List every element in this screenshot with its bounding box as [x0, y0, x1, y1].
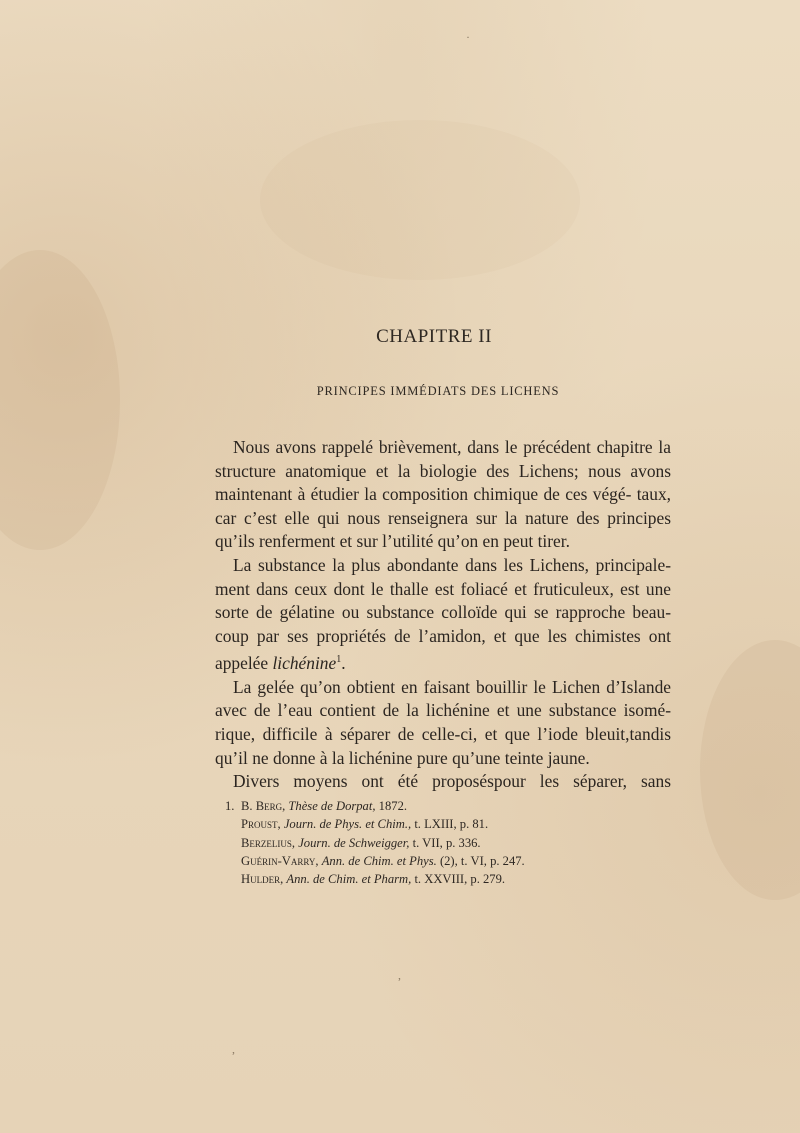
footnote-ref-detail: 1872. [378, 799, 408, 813]
footnote-title: Ann. de Chim. et Pharm, [286, 872, 412, 887]
paragraph [215, 554, 671, 676]
chapter-subtitle: PRINCIPES IMMÉDIATS DES LICHENS [316, 384, 560, 398]
paragraph: Nous avons rappelé brièvement, dans le précédent chapitre la structure anatomique et la biologie des Lichens; nous avons maintenant à étudier la composition chimique de ces végé- taux, car c’est elle qui nous renseignera sur la nature des principes qu’ils renferment et sur l’utilité qu’on en peut tirer. [215, 437, 671, 552]
paragraph-text: La substance la plus abondante dans les Lichens, principale- ment dans ceux dont le thalle est foliacé et fruticuleux, est une sorte de gélatine ou substance colloïde qui se rapproche beau- coup par ses propriétés de l’amidon, et que les chimistes ont appelée [215, 554, 671, 674]
paragraph: Divers moyens ont été proposéspour les séparer, sans [233, 771, 671, 792]
footnote-author: Hulder, [241, 872, 284, 887]
ink-speck: , [398, 968, 401, 982]
footnote-ref-detail: t. LXIII, p. 81. [414, 817, 489, 832]
footnote-title: Journ. de Schweigger, [298, 835, 410, 850]
footnote-line [225, 870, 665, 888]
footnote-ref: 1 [336, 654, 342, 666]
footnote-author: Guérin-Varry, [241, 853, 319, 868]
footnote-title: Thèse de Dorpat, [288, 799, 376, 813]
term-lichenine: lichénine [272, 653, 337, 674]
footnote-number: 1. [225, 799, 235, 813]
paper-stain [700, 640, 800, 900]
body-text [215, 436, 671, 794]
footnote-ref-detail: t. XXVIII, p. 279. [414, 872, 506, 887]
paragraph-text: . [341, 653, 346, 674]
paragraph: La gelée qu’on obtient en faisant bouillir le Lichen d’Islande avec de l’eau contient de la lichénine et une substance isomé- rique, difficile à séparer de celle-ci, et que l’iode bleuit,tandis qu’il ne donne à la lichénine pure qu’une teinte jaune. [215, 676, 671, 768]
footnote-title: Ann. de Chim. et Phys. [321, 853, 437, 868]
footnote-line [225, 834, 665, 852]
footnote-ref-detail: (2), t. VI, p. 247. [439, 853, 525, 868]
footnote-line [225, 852, 665, 870]
footnote-line [225, 815, 665, 833]
paper-stain [260, 120, 580, 280]
footnote-line [225, 797, 665, 815]
footnote-title: Journ. de Phys. et Chim., [283, 817, 412, 832]
ink-speck: , [232, 1042, 235, 1056]
footnote-author: Proust, [241, 817, 281, 832]
footnotes [225, 797, 665, 888]
chapter-title: CHAPITRE II [376, 326, 492, 347]
paper-stain [0, 250, 120, 550]
ink-speck: · [466, 30, 470, 44]
footnote-author: B. Berg, [241, 799, 286, 813]
footnote-ref-detail: t. VII, p. 336. [412, 835, 481, 850]
footnote-author: Berzelius, [241, 835, 296, 850]
